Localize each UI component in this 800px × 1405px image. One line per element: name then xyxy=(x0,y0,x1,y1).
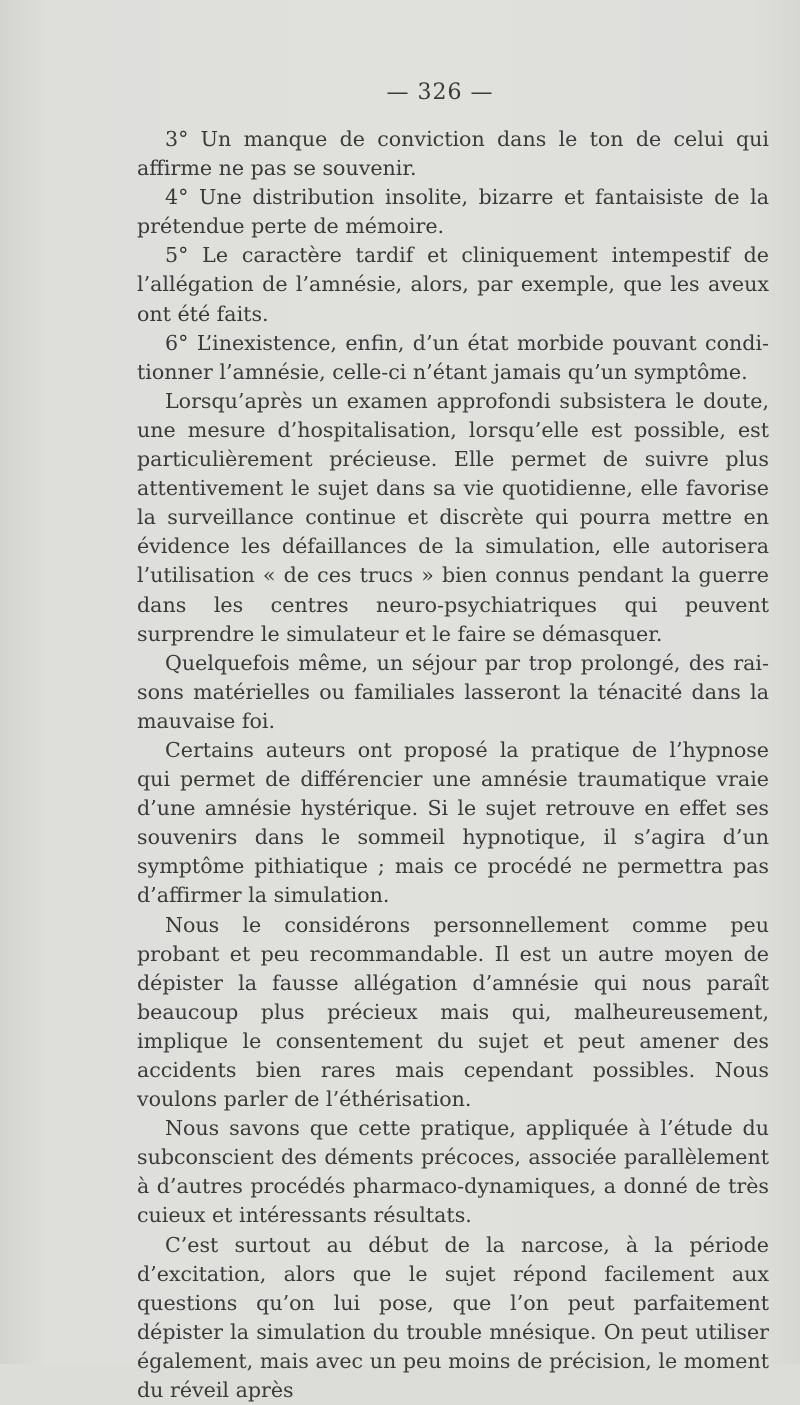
paragraph-hypnose: Certains auteurs ont proposé la pratique de l’hypnose qui permet de différencier une amnésie traumatique vraie d’une amnésie hystérique. Si le sujet retrouve en effet ses souvenirs dans le sommeil hypnotique, il s’agira d’un symptôme pithiatique ; mais ce procédé ne permettra pas d’affirmer la simulation. xyxy=(137,737,769,908)
paragraph-narcose: C’est surtout au début de la narcose, à la période d’excitation, alors que le sujet répond facilement aux questions qu’on lui pose, que l’on peut parfaitement dépister la simulation du trouble mnésique. On peut utiliser également, mais avec un peu moins de précision, le moment du réveil après xyxy=(137,1232,769,1403)
paragraph-hospitalisation: Lorsqu’après un examen approfondi subsistera le doute, une mesure d’hospitalisation, lorsqu’elle est possible, est particulièrement précieuse. Elle permet de suivre plus attentivement le sujet dans sa vie quotidienne, elle favorise la surveillance continue et discrète qui pourra mettre en évidence les défaillances de la simulation, elle autorisera l’utilisation « de ces trucs » bien connus pendant la guerre dans les centres neuro-psychiatriques qui peuvent surprendre le simulateur et le faire se démasquer. xyxy=(137,388,769,646)
paragraph-etherisation: Nous le considérons personnellement comme peu probant et peu recommandable. Il est un autre moyen de dépister la fausse allégation d’amnésie qui nous paraît beaucoup plus précieux mais qui, malheureusement, implique le consentement du sujet et peut amener des accidents bien rares mais cependant possibles. Nous voulons parler de l’éthérisation. xyxy=(137,912,769,1112)
paragraph-dements-precoces: Nous savons que cette pratique, appliquée à l’étude du subconscient des déments précoces, associée parallèlement à d’autres procédés pharmaco-dynamiques, a donné de très cuieux et intéressants résultats. xyxy=(137,1116,769,1228)
paragraph-sejour: Quelquefois même, un séjour par trop prolongé, des raisons matérielles ou familiales lasseront la ténacité dans la mauvaise foi. xyxy=(137,650,769,733)
body-text xyxy=(137,125,769,1405)
paragraph-item-5: 5° Le caractère tardif et cliniquement intempestif de l’allégation de l’amnésie, alors, par exemple, que les aveux ont été faits. xyxy=(137,243,769,326)
paragraph-item-3: 3° Un manque de conviction dans le ton de celui qui affirme ne pas se souvenir. xyxy=(137,127,769,181)
page-number: — 326 — xyxy=(386,80,494,105)
paragraph-item-6: 6° L’inexistence, enfin, d’un état morbide pouvant conditionner l’amnésie, celle-ci n’étant jamais qu’un symptôme. xyxy=(137,330,769,384)
paragraph-item-4: 4° Une distribution insolite, bizarre et fantaisiste de la prétendue perte de mémoire. xyxy=(137,185,769,239)
